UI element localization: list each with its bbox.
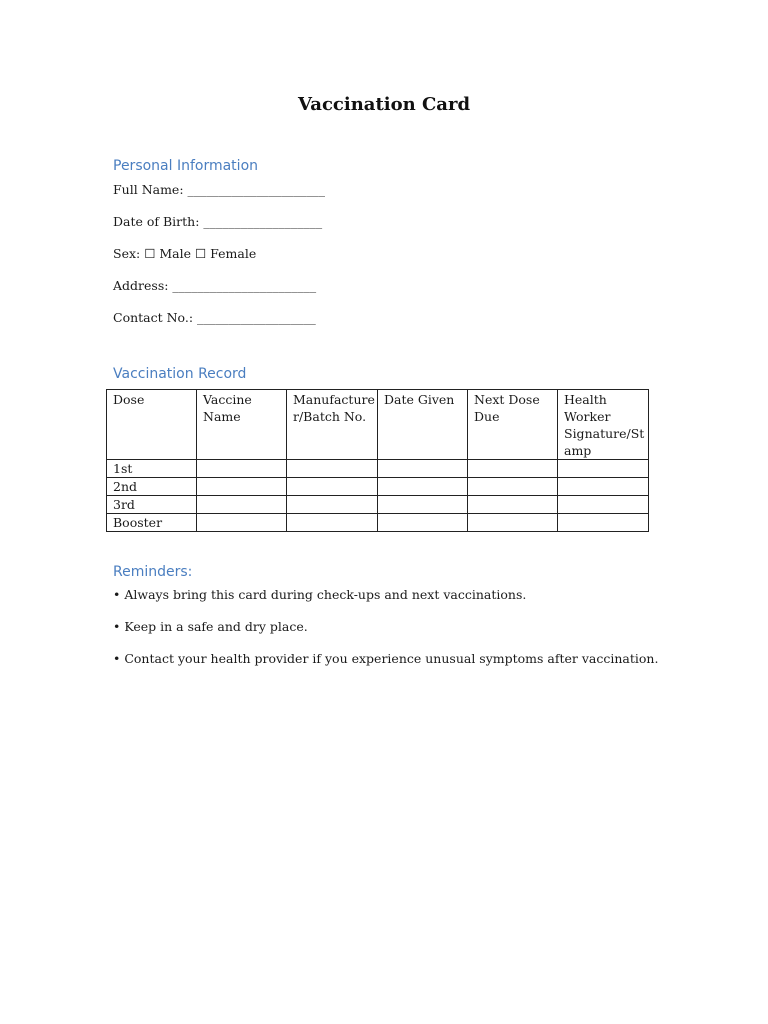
dose-cell: Booster: [107, 514, 197, 532]
signature-cell: [558, 460, 649, 478]
reminder-item: • Always bring this card during check-ups and next vaccinations.: [113, 587, 527, 602]
table-row: [107, 478, 649, 496]
header-next-dose-due: Next Dose Due: [468, 390, 558, 460]
full-name-field: Full Name: ______________________: [113, 182, 326, 197]
date-of-birth-field: Date of Birth: ___________________: [113, 214, 323, 229]
reminders-heading: Reminders:: [113, 564, 193, 580]
manufacturer-cell: [287, 460, 378, 478]
dose-cell: 2nd: [107, 478, 197, 496]
date-given-cell: [378, 460, 468, 478]
dose-cell: 1st: [107, 460, 197, 478]
date-given-cell: [378, 496, 468, 514]
contact-field: Contact No.: ___________________: [113, 310, 316, 325]
signature-cell: [558, 514, 649, 532]
table-row: [107, 460, 649, 478]
page-title: Vaccination Card: [297, 94, 471, 115]
manufacturer-cell: [287, 514, 378, 532]
personal-info-heading: Personal Information: [113, 158, 259, 174]
vaccination-record-heading: Vaccination Record: [113, 366, 247, 382]
manufacturer-cell: [287, 496, 378, 514]
header-health-worker-signature: Health Worker Signature/St amp: [558, 390, 649, 460]
header-manufacturer-batch: Manufacture r/Batch No.: [287, 390, 378, 460]
next-dose-cell: [468, 496, 558, 514]
vaccine-name-cell: [197, 514, 287, 532]
reminder-item: • Contact your health provider if you experience unusual symptoms after vaccination.: [113, 651, 659, 666]
table-header-row: [107, 390, 649, 460]
signature-cell: [558, 496, 649, 514]
signature-cell: [558, 478, 649, 496]
next-dose-cell: [468, 478, 558, 496]
vaccine-name-cell: [197, 478, 287, 496]
next-dose-cell: [468, 460, 558, 478]
date-given-cell: [378, 478, 468, 496]
sex-field: Sex: ☐ Male ☐ Female: [113, 246, 257, 261]
header-date-given: Date Given: [378, 390, 468, 460]
vaccine-name-cell: [197, 460, 287, 478]
vaccination-record-table: [106, 389, 649, 532]
manufacturer-cell: [287, 478, 378, 496]
next-dose-cell: [468, 514, 558, 532]
header-dose: Dose: [107, 390, 197, 460]
reminder-item: • Keep in a safe and dry place.: [113, 619, 308, 634]
header-vaccine-name: Vaccine Name: [197, 390, 287, 460]
dose-cell: 3rd: [107, 496, 197, 514]
table-row: [107, 496, 649, 514]
date-given-cell: [378, 514, 468, 532]
address-field: Address: _______________________: [113, 278, 317, 293]
vaccine-name-cell: [197, 496, 287, 514]
table-row: [107, 514, 649, 532]
